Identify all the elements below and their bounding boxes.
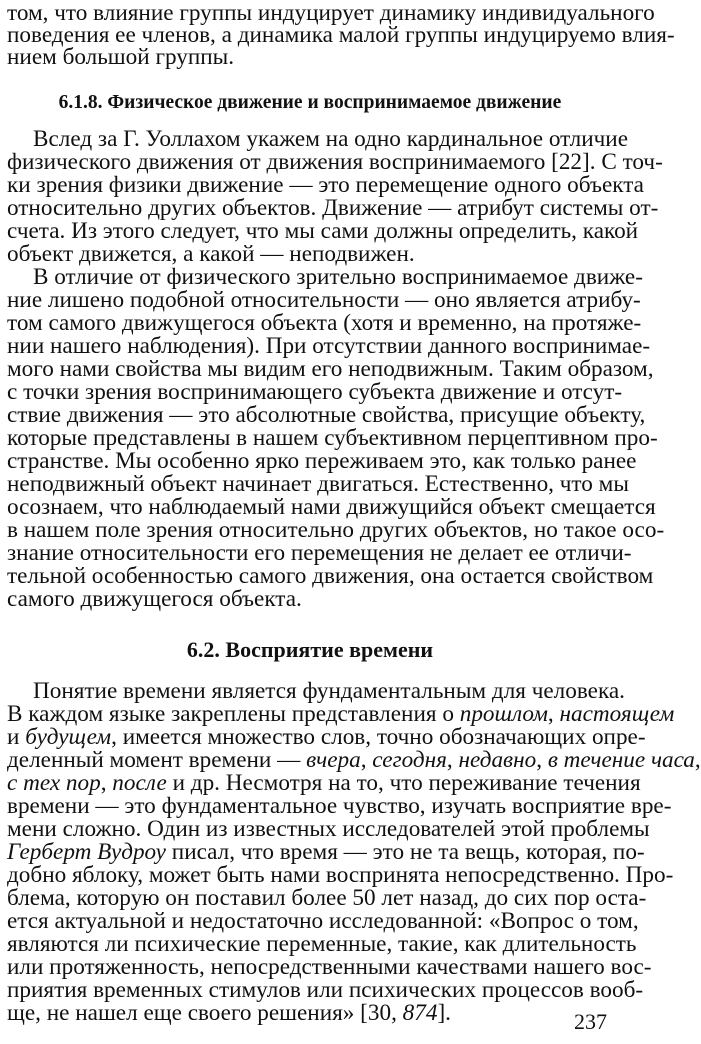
text-run: , [547,701,560,727]
text-line: в нашем поле зрения относительно других объектов, но такое осо- [7,517,665,543]
text-line: или протяженность, непосредственными качествами нашего вос- [7,954,652,980]
text-line: блема, которую он поставил более 50 лет назад, до сих пор оста- [7,885,647,911]
italic-term: с тех пор [7,770,101,796]
italic-term: вчера [306,747,361,773]
text-line: нии нашего наблюдения). При отсутствии данного воспринимае- [7,333,651,359]
text-line: поведения ее членов, а динамика малой группы индуцируемо влия- [7,22,675,48]
text-run: , [536,747,548,773]
text-run: , имеется множество слов, точно обозначающих опре- [111,724,646,750]
text-line: ние лишено подобной относительности — оно является атрибу- [7,287,641,313]
italic-page-ref: 874 [402,1000,438,1026]
text-run: писал, что время — это не та вещь, которая, по- [165,839,645,865]
text-line: Вслед за Г. Уоллахом укажем на одно кардинальное отличие [33,126,629,152]
text-line: осознаем, что наблюдаемый нами движущийся объект смещается [7,494,656,520]
text-line: знание относительности его перемещения не делает ее отличи- [7,540,632,566]
italic-name: Герберт Вудроу [7,839,166,865]
text-line: ется актуальной и недостаточно исследованной: «Вопрос о том, [7,908,639,934]
text-run: В каждом языке закреплены представления о [7,701,460,727]
text-line: физического движения от движения воспринимаемого [22]. С точ- [7,149,663,175]
text-line: самого движущегося объекта. [7,586,302,612]
text-line: являются ли психические переменные, такие, как длительность [7,931,637,957]
text-line: ки зрения физики движение — это перемещение одного объекта [7,172,644,198]
text-line: неподвижный объект начинает двигаться. Естественно, что мы [7,471,629,497]
italic-term: после [112,770,167,796]
text-line: В отличие от физического зрительно воспринимаемое движе- [33,264,643,290]
text-line: ствие движения — это абсолютные свойства, присущие объекту, [7,402,646,428]
text-line [7,1000,527,1026]
text-run: , [360,747,373,773]
text-run: ]. [437,1000,451,1026]
text-line: относительно других объектов. Движение — атрибут системы от- [7,195,659,221]
text-line: тельной особенностью самого движения, она остается свойством [7,563,654,589]
text-line: счета. Из этого следует, что мы сами должны определить, какой [7,218,639,244]
italic-term: настоящем [559,701,675,727]
text-line: мого нами свойства мы видим его неподвижным. Таким образом, [7,356,654,382]
text-line: том самого движущегося объекта (хотя и временно, на протяже- [7,310,642,336]
text-run: и [7,724,26,750]
text-line: объект движется, а какой — неподвижен. [7,241,415,267]
text-line: с точки зрения воспринимающего субъекта движение и отсут- [7,379,623,405]
italic-term: сегодня [372,747,447,773]
section-heading-6-2: 6.2. Восприятие времени [186,637,434,662]
text-run: , [100,770,113,796]
italic-term: прошлом [459,701,548,727]
text-line: Понятие времени является фундаментальным для человека. [33,678,625,704]
text-run: ще, не нашел еще своего решения» [30, [7,1000,403,1026]
italic-term: в течение часа [547,747,695,773]
text-line: приятия временных стимулов или психических процессов вооб- [7,977,644,1003]
text-line: добно яблоку, может быть нами воспринята непосредственно. Про- [7,862,674,888]
text-run: и др. Несмотря на то, что переживание течения [166,770,641,796]
text-line: том, что влияние группы индуцирует динамику индивидуального [7,0,655,26]
page-number: 237 [574,1009,607,1034]
text-run: , [694,747,701,773]
text-run: деленный момент времени — [7,747,307,773]
italic-term: недавно [458,747,537,773]
text-run: , [446,747,459,773]
text-line: нием большой группы. [7,44,235,70]
text-line: мени сложно. Один из известных исследователей этой проблемы [7,816,650,842]
text-line: времени — это фундаментальное чувство, изучать восприятие вре- [7,793,672,819]
italic-term: будущем [25,724,112,750]
section-heading-6-1-8: 6.1.8. Физическое движение и воспринимаемое движение [58,92,562,113]
text-line: странстве. Мы особенно ярко переживаем это, как только ранее [7,448,637,474]
text-line: которые представлены в нашем субъективном перцептивном про- [7,425,658,451]
